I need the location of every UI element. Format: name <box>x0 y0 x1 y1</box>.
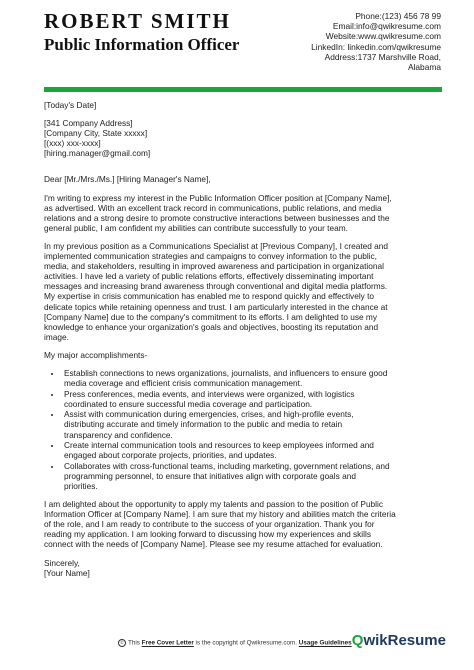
list-item <box>62 440 444 460</box>
qwikresume-logo[interactable] <box>352 632 446 649</box>
contact-website: Website:www.qwikresume.com <box>325 31 441 42</box>
list-item <box>62 409 444 439</box>
paragraph-line: I am delighted about the opportunity to apply my talents and passion to the position of Public <box>44 499 384 510</box>
contact-address: Address:1737 Marshville Road, <box>324 51 441 62</box>
logo-q: Q <box>351 632 364 649</box>
paragraph-line: relations and a strong desire to promote constructive interactions between businesses and the <box>44 212 390 223</box>
applicant-job-title: Public Information Officer <box>44 35 240 54</box>
paragraph-line: as advertised. With an excellent track record in communications, public relations, and media <box>44 202 382 213</box>
contact-block <box>261 11 441 72</box>
list-item <box>62 389 444 409</box>
paragraph-line: delicate topics while retaining openness and trust. I am particularly interested in the chance at <box>44 301 388 312</box>
paragraph-closing <box>44 499 444 549</box>
recipient-address-line: [hiring.manager@gmail.com] <box>44 148 151 159</box>
paragraph-line: messages and increasing brand awareness through conventional and digital media platforms. <box>44 281 388 292</box>
contact-address-state: Alabama <box>407 62 441 73</box>
list-item-line: • Collaborates with cross-functional teams, including marketing, government relations, and <box>64 460 390 471</box>
paragraph-line: I'm writing to express my interest in the Public Information Officer position at [Company Name], <box>44 192 392 203</box>
letter-body <box>44 100 444 578</box>
applicant-name: ROBERT SMITH <box>44 9 231 33</box>
logo-text: wikResume <box>363 632 446 649</box>
paragraph-line: image. <box>44 331 69 342</box>
paragraph-line: My expertise in crisis communication has enabled me to respond quickly and effectively to <box>44 291 375 302</box>
paragraph-line: knowledge to enhance your organization's goals and objectives, boosting its reputation and <box>44 321 379 332</box>
contact-phone: Phone:(123) 456 78 99 <box>355 11 441 21</box>
list-item-line: • Establish connections to news organizations, journalists, and influencers to ensure good <box>64 367 388 378</box>
copyright-icon: © <box>118 639 126 647</box>
list-item-line: media coverage and efficient crisis communication management. <box>64 378 303 389</box>
usage-guidelines-link[interactable]: Usage Guidelines <box>298 639 352 647</box>
list-item <box>62 461 444 491</box>
paragraph-line: activities. I have led a variety of public relations efforts, effectively disseminating important <box>44 271 374 282</box>
signature-name: [Your Name] <box>44 567 90 578</box>
list-item-line: transparency and confidence. <box>64 429 173 440</box>
list-item-line: • Assist with communication during emergencies, crises, and high-profile events, <box>64 409 354 420</box>
list-item-line: distributing accurate and timely information to the public and media to retain <box>64 419 343 430</box>
list-item-line: priorities. <box>64 481 98 491</box>
paragraph-line: general public, I am confident my abilities can contribute successfully to your team. <box>44 222 348 233</box>
list-item-line: coordinated to ensure successful media coverage and participation. <box>64 398 313 409</box>
list-item-line: engaged about corporate projects, priorities, and updates. <box>64 450 277 461</box>
paragraph-line: In my previous position as a Communications Specialist at [Previous Company], I created and <box>44 240 389 251</box>
copyright-note <box>118 639 352 647</box>
contact-linkedin: LinkedIn: linkedin.com/qwikresume <box>311 41 441 52</box>
accomplishments-heading: My major accomplishments- <box>44 349 148 360</box>
paragraph-line: of the role, and I am ready to contribute to the success of your organization. Thank you for <box>44 519 375 530</box>
paragraph-line: implemented communication strategies and campaigns to convey information to the public, <box>44 251 377 262</box>
header-divider <box>44 87 442 92</box>
closing: Sincerely, <box>44 557 80 568</box>
sign-off <box>44 558 444 578</box>
salutation: Dear [Mr./Mrs./Ms.] [Hiring Manager's Name], <box>44 174 211 185</box>
letter-date: [Today's Date] <box>44 100 97 110</box>
recipient-address <box>44 118 444 158</box>
paragraph-intro <box>44 193 444 233</box>
list-item-line: • Create internal communication tools and resources to keep employees informed and <box>64 440 374 451</box>
accomplishments-list <box>44 368 444 491</box>
footer-prefix: This <box>128 639 142 647</box>
contact-email: Email:info@qwikresume.com <box>332 21 441 32</box>
paragraph-line: [Company Name] due to the company's commitment to its efforts. I am delighted to use my <box>44 311 377 322</box>
recipient-address-line: [341 Company Address] <box>44 118 133 129</box>
list-item-line: • Press conferences, media events, and interviews were organized, with logistics <box>64 388 355 399</box>
list-item <box>62 368 444 388</box>
paragraph-line: reading my application. I am looking forward to discussing how my experiences and skills <box>44 529 371 540</box>
footer-middle: is the copyright of Qwikresume.com. <box>193 639 299 647</box>
recipient-address-line: [Company City, State xxxxx] <box>44 128 148 139</box>
paragraph-line: media, and stakeholders, resulting in improved awareness and participation in organizational <box>44 261 384 272</box>
recipient-address-line: [(xxx) xxx-xxxx] <box>44 138 101 149</box>
paragraph-line: connect with the needs of [Company Name]. Please see my resume attached for evaluation. <box>44 539 383 550</box>
free-cover-letter-link[interactable]: Free Cover Letter <box>141 639 194 647</box>
paragraph-line: Information Officer at [Company Name]. I am sure that my history and abilities match the criteria <box>44 509 396 520</box>
list-item-line: programming personnel, to ensure that initiatives align with corporate goals and <box>64 470 356 481</box>
paragraph-experience <box>44 241 444 342</box>
